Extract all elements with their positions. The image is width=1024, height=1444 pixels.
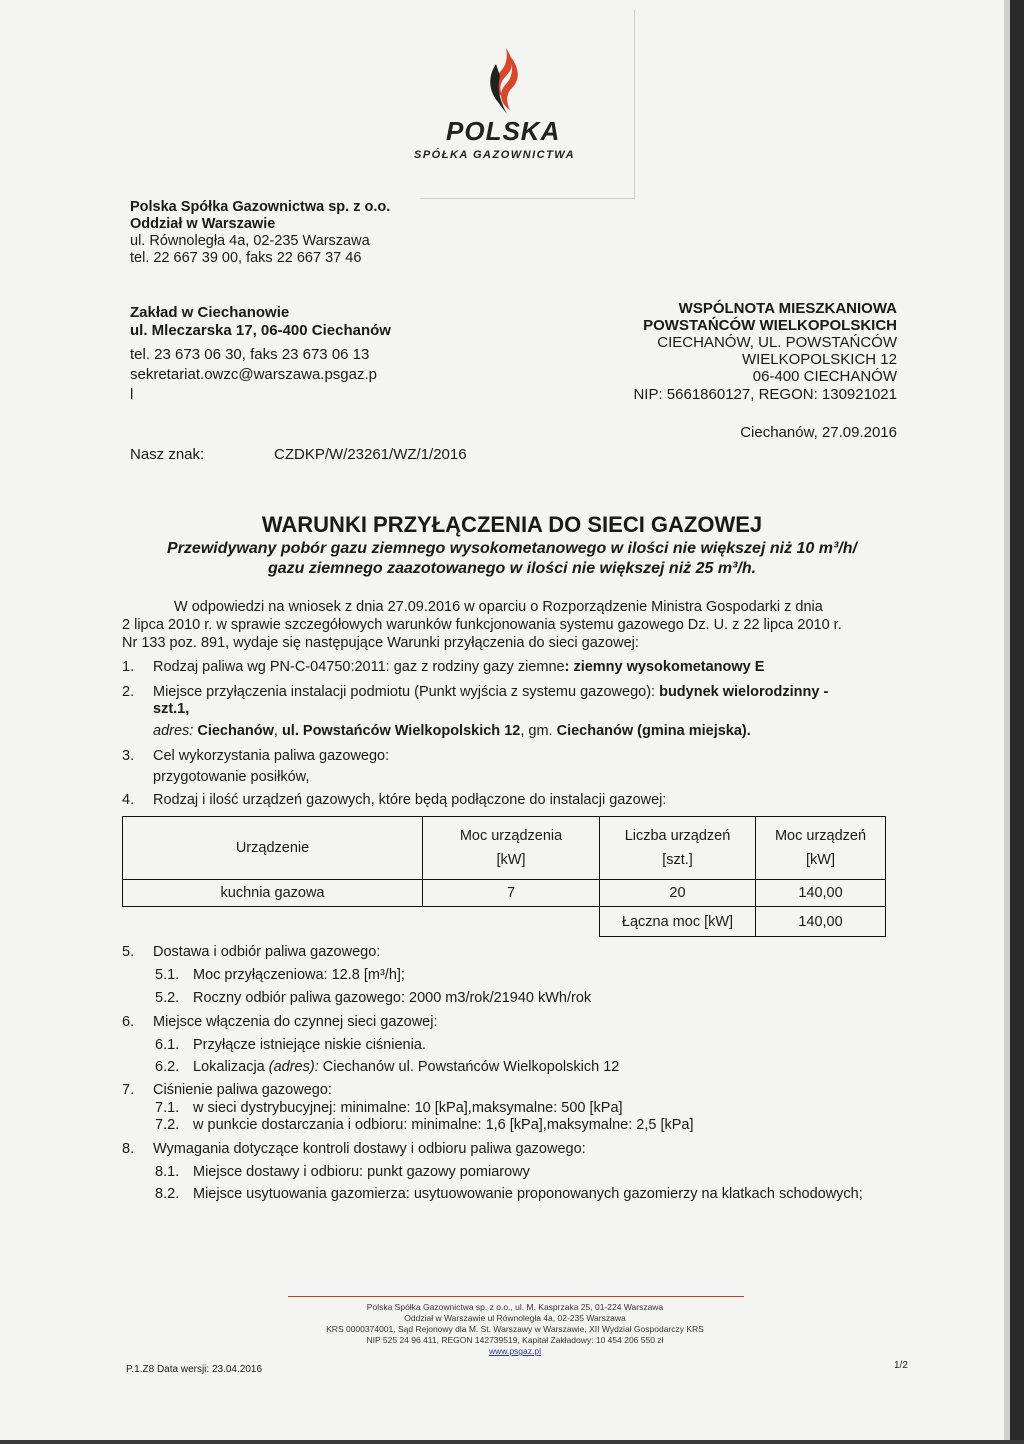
item5-1-num: 5.1. — [155, 967, 180, 983]
ref-label: Nasz znak: — [130, 446, 205, 463]
item3-sub: przygotowanie posiłków, — [153, 769, 310, 785]
item8-2-num: 8.2. — [155, 1186, 180, 1202]
doc-subtitle-1: Przewidywany pobór gazu ziemnego wysokometanowego w ilości nie większej niż 10 m³/h/ — [167, 540, 857, 557]
table-total-row — [123, 907, 886, 937]
footer-block — [300, 1302, 730, 1357]
table-header-row — [123, 817, 886, 880]
item7-1-text: w sieci dystrybucyjnej: minimalne: 10 [kPa],maksymalne: 500 [kPa] — [193, 1100, 623, 1116]
item1-num: 1. — [122, 659, 135, 675]
item1-text: Rodzaj paliwa wg PN-C-04750:2011: gaz z rodziny gazy ziemne: ziemny wysokometanowy E — [153, 659, 765, 675]
item2-text: Miejsce przyłączenia instalacji podmiotu (Punkt wyjścia z systemu gazowego): budynek wielorodzinny - — [153, 684, 829, 700]
doc-title: WARUNKI PRZYŁĄCZENIA DO SIECI GAZOWEJ — [261, 512, 763, 537]
psg-flame-logo-icon — [480, 46, 530, 116]
sender-company: Polska Spółka Gazownictwa sp. z o.o. — [130, 199, 391, 215]
item3-num: 3. — [122, 748, 135, 764]
devices-table — [122, 816, 886, 937]
item7-2-text: w punkcie dostarczania i odbioru: minimalne: 1,6 [kPa],maksymalne: 2,5 [kPa] — [193, 1117, 694, 1133]
item8-1-num: 8.1. — [155, 1164, 180, 1180]
item8-num: 8. — [122, 1141, 135, 1157]
footer-line3: KRS 0000374001, Sąd Rejonowy dla M. St. Warszawy w Warszawie, XII Wydział Gospodarczy KRS — [326, 1324, 704, 1334]
sender-branch: Oddział w Warszawie — [130, 216, 276, 232]
th-power: Moc urządzenia [kW] — [423, 817, 600, 880]
ref-value: CZDKP/W/23261/WZ/1/2016 — [274, 446, 467, 463]
item2-num: 2. — [122, 684, 135, 700]
table-row — [123, 880, 886, 907]
fold-line — [634, 10, 635, 200]
item6-1-text: Przyłącze istniejące niskie ciśnienia. — [193, 1037, 426, 1053]
scan-edge-dark — [1010, 0, 1024, 1444]
item7-1-num: 7.1. — [155, 1100, 180, 1116]
item3-text: Cel wykorzystania paliwa gazowego: — [153, 748, 390, 764]
place-date: Ciechanów, 27.09.2016 — [740, 424, 897, 441]
logo-subtitle: SPÓŁKA GAZOWNICTWA — [414, 149, 576, 161]
footer-link[interactable]: www.psgaz.pl — [489, 1346, 541, 1356]
intro-line1: W odpowiedzi na wniosek z dnia 27.09.2016 w oparciu o Rozporządzenie Ministra Gospodarki z dnia — [174, 599, 823, 615]
total-label: Łączna moc [kW] — [600, 907, 756, 937]
item7-num: 7. — [122, 1082, 135, 1098]
item4-text: Rodzaj i ilość urządzeń gazowych, które będą podłączone do instalacji gazowej: — [153, 792, 667, 808]
item5-2-num: 5.2. — [155, 990, 180, 1006]
recipient-line6: NIP: 5661860127, REGON: 130921021 — [633, 386, 897, 403]
item5-num: 5. — [122, 944, 135, 960]
item6-1-num: 6.1. — [155, 1037, 180, 1053]
cell-total: 140,00 — [756, 880, 886, 907]
cell-power: 7 — [423, 880, 600, 907]
page-number: 1/2 — [894, 1360, 908, 1371]
item8-text: Wymagania dotyczące kontroli dostawy i odbioru paliwa gazowego: — [153, 1141, 586, 1157]
item8-2-text: Miejsce usytuowania gazomierza: usytuowowanie proponowanych gazomierzy na klatkach schodowych; — [193, 1186, 863, 1202]
scan-edge-bottom — [0, 1440, 1024, 1444]
intro-line2: 2 lipca 2010 r. w sprawie szczegółowych warunków funkcjonowania systemu gazowego Dz. U. z 22 lipca 2010 r. — [122, 617, 842, 633]
sender-address: ul. Równoległa 4a, 02-235 Warszawa — [130, 233, 370, 249]
footer-version: P.1.Z8 Data wersji: 23.04.2016 — [126, 1364, 263, 1375]
recipient-line5: 06-400 CIECHANÓW — [752, 368, 897, 385]
doc-subtitle-2: gazu ziemnego zaazotowanego w ilości nie większej niż 25 m³/h. — [267, 560, 757, 577]
item2-address: adres: Ciechanów, ul. Powstańców Wielkopolskich 12, gm. Ciechanów (gmina miejska). — [153, 723, 751, 739]
item5-1-text: Moc przyłączeniowa: 12.8 [m³/h]; — [193, 967, 405, 983]
recipient-line4: WIELKOPOLSKICH 12 — [741, 351, 897, 368]
item5-2-text: Roczny odbiór paliwa gazowego: 2000 m3/rok/21940 kWh/rok — [193, 990, 592, 1006]
total-value: 140,00 — [756, 907, 886, 937]
th-count: Liczba urządzeń [szt.] — [600, 817, 756, 880]
footer-line2: Oddział w Warszawie ul Równoległa 4a, 02-235 Warszawa — [404, 1313, 626, 1323]
item5-text: Dostawa i odbiór paliwa gazowego: — [153, 944, 381, 960]
th-device: Urządzenie — [123, 817, 423, 880]
item7-2-num: 7.2. — [155, 1117, 180, 1133]
recipient-line3: CIECHANÓW, UL. POWSTAŃCÓW — [657, 334, 897, 351]
item7-text: Ciśnienie paliwa gazowego: — [153, 1082, 332, 1098]
sender-phone: tel. 22 667 39 00, faks 22 667 37 46 — [130, 250, 362, 266]
fold-line-h — [420, 198, 634, 199]
footer-divider — [288, 1296, 744, 1297]
plant-email[interactable]: sekretariat.owzc@warszawa.psgaz.p — [130, 366, 377, 383]
cell-count: 20 — [600, 880, 756, 907]
item6-2-text: Lokalizacja (adres): Ciechanów ul. Powstańców Wielkopolskich 12 — [193, 1059, 620, 1075]
footer-line4: NIP 525 24 96 411, REGON 142739519, Kapitał Zakładowy: 10 454 206 550 zł — [366, 1335, 664, 1345]
th-total-power: Moc urządzeń [kW] — [756, 817, 886, 880]
footer-line1: Polska Spółka Gazownictwa sp. z o.o., ul. M. Kasprzaka 25, 01-224 Warszawa — [366, 1302, 664, 1312]
plant-name: Zakład w Ciechanowie — [130, 304, 290, 321]
intro-line3: Nr 133 poz. 891, wydaje się następujące Warunki przyłączenia do sieci gazowej: — [122, 635, 639, 651]
item4-num: 4. — [122, 792, 135, 808]
item6-num: 6. — [122, 1014, 135, 1030]
recipient-line1: WSPÓLNOTA MIESZKANIOWA — [678, 300, 897, 317]
item6-2-num: 6.2. — [155, 1059, 180, 1075]
item6-text: Miejsce włączenia do czynnej sieci gazowej: — [153, 1014, 438, 1030]
item8-1-text: Miejsce dostawy i odbioru: punkt gazowy pomiarowy — [193, 1164, 530, 1180]
plant-phone: tel. 23 673 06 30, faks 23 673 06 13 — [130, 346, 370, 363]
item2-line2: szt.1, — [153, 701, 190, 717]
recipient-line2: POWSTAŃCÓW WIELKOPOLSKICH — [643, 317, 897, 334]
cell-device: kuchnia gazowa — [123, 880, 423, 907]
plant-address: ul. Mleczarska 17, 06-400 Ciechanów — [130, 322, 391, 339]
logo-name: POLSKA — [446, 116, 561, 146]
plant-email-cont: l — [130, 386, 134, 403]
